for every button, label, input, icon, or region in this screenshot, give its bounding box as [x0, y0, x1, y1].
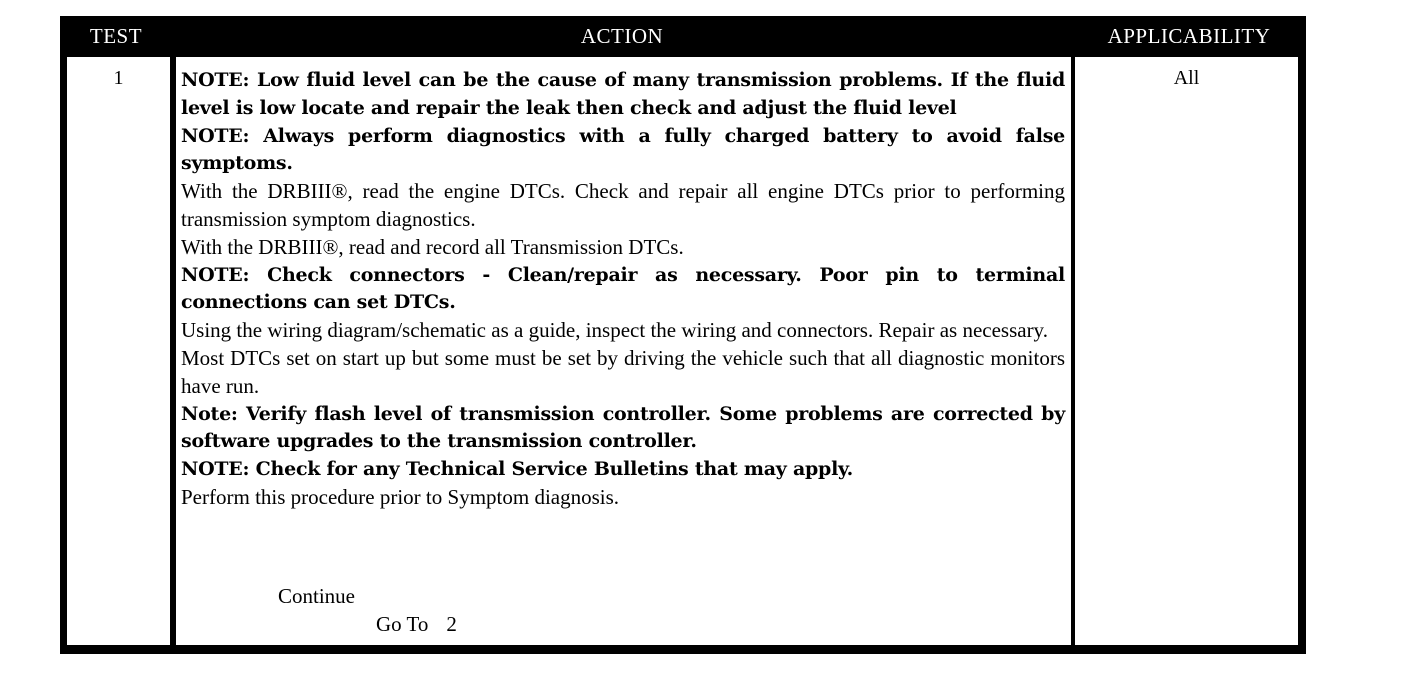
goto-link[interactable] [376, 612, 457, 637]
result-continue: Continue [278, 584, 355, 608]
note-tsb: NOTE: Check for any Technical Service Bulletins that may apply. [181, 458, 854, 481]
note-flash-level: Note: Verify flash level of transmission controller. Some problems are corrected by software upgrades to the transmission controller. [181, 402, 1065, 453]
step-perform-prior: Perform this procedure prior to Symptom diagnosis. [181, 484, 620, 509]
header-applicability: APPLICABILITY [1107, 24, 1271, 48]
applicability-value: All [1173, 67, 1200, 89]
header-test: TEST [89, 24, 143, 48]
diagnostic-table [60, 16, 1306, 654]
step-inspect-wiring: Using the wiring diagram/schematic as a guide, inspect the wiring and connectors. Repair as necessary. [181, 318, 1048, 343]
applicability-cell [1075, 57, 1298, 645]
goto-label: Go To [376, 612, 429, 636]
test-number: 1 [113, 67, 124, 89]
note-low-fluid: NOTE: Low fluid level can be the cause of many transmission problems. If the fluid level is low locate and repair the leak then check and adjust the fluid level [181, 69, 1065, 119]
goto-target[interactable]: 2 [446, 612, 457, 636]
note-battery: NOTE: Always perform diagnostics with a fully charged battery to avoid false symptoms. [181, 124, 1065, 175]
step-monitors: Most DTCs set on start up but some must be set by driving the vehicle such that all diagnostic monitors have run. [181, 345, 1065, 398]
action-cell [176, 57, 1071, 645]
note-connectors: NOTE: Check connectors - Clean/repair as necessary. Poor pin to terminal connections can set DTCs. [181, 263, 1065, 314]
step-engine-dtcs: With the DRBIII®, read the engine DTCs. Check and repair all engine DTCs prior to performing transmission symptom diagnostics. [181, 179, 1065, 231]
action-text [181, 67, 1065, 512]
header-action: ACTION [580, 24, 664, 48]
step-transmission-dtcs: With the DRBIII®, read and record all Transmission DTCs. [181, 234, 684, 259]
test-cell [67, 57, 170, 645]
